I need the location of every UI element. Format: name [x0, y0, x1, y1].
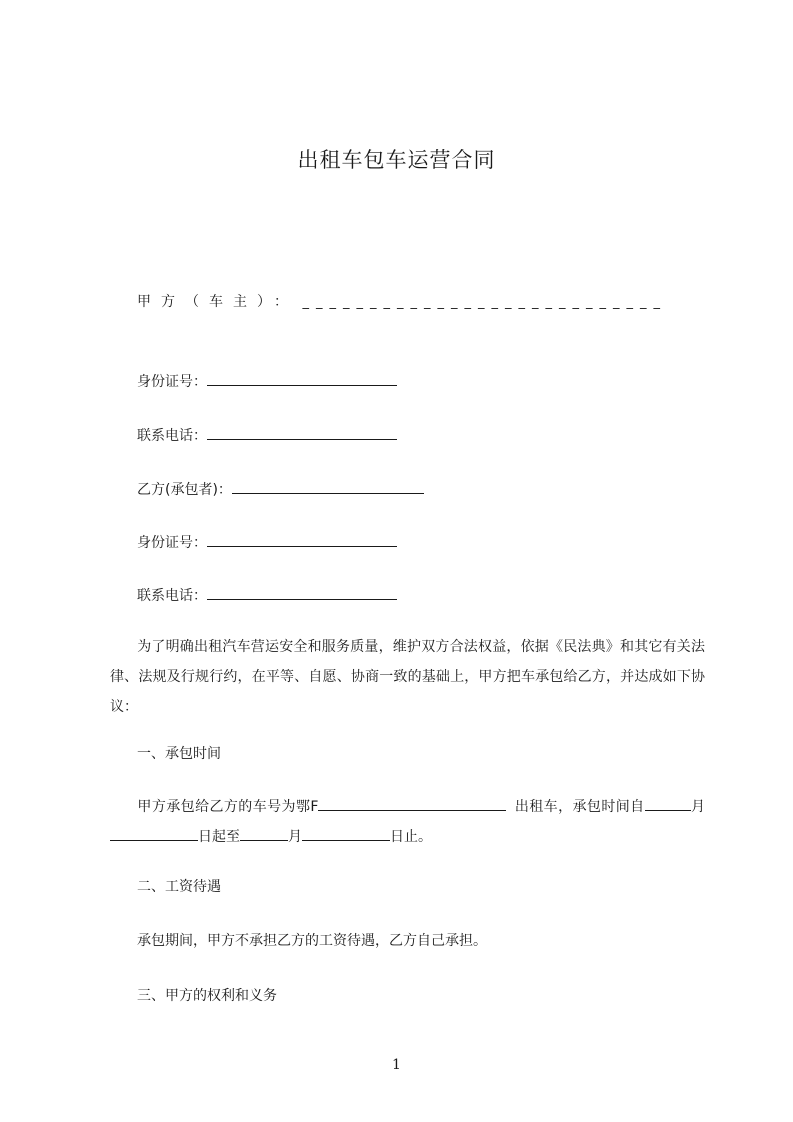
section1-text-part2: 出租车，承包时间自 — [514, 799, 645, 815]
section2-heading: 二、工资待遇 — [137, 879, 221, 895]
party-b-phone-line — [137, 585, 397, 606]
section1-day-start: 日起至 — [198, 829, 240, 845]
party-a-line — [137, 292, 667, 313]
party-b-label: 乙方(承包者)： — [137, 482, 232, 498]
party-a-phone-field[interactable] — [207, 425, 397, 440]
page-number: 1 — [392, 1057, 401, 1073]
party-a-id-field[interactable] — [207, 371, 397, 386]
section1-heading: 一、承包时间 — [137, 746, 221, 762]
section1-month2: 月 — [288, 829, 302, 845]
party-a-phone-line — [137, 425, 397, 446]
section1-text-part1: 甲方承包给乙方的车号为鄂F — [137, 799, 319, 815]
party-b-phone-field[interactable] — [207, 585, 397, 600]
car-number-field[interactable] — [318, 796, 506, 811]
party-b-name-field[interactable] — [232, 479, 424, 494]
party-b-id-label: 身份证号： — [137, 535, 207, 551]
section2-text: 承包期间，甲方不承担乙方的工资待遇，乙方自己承担。 — [137, 933, 487, 949]
section1-day-end: 日止。 — [390, 829, 432, 845]
intro-text: 为了明确出租汽车营运安全和服务质量，维护双方合法权益，依据《民法典》和其它有关法律、法规及行规行约，在平等、自愿、协商一致的基础上，甲方把车承包给乙方，并达成如下协议： — [110, 639, 705, 715]
intro-paragraph — [110, 632, 705, 722]
section3-heading: 三、甲方的权利和义务 — [137, 988, 277, 1004]
party-b-id-field[interactable] — [207, 532, 397, 547]
end-day-field[interactable] — [302, 826, 390, 841]
end-month-field[interactable] — [240, 826, 288, 841]
party-a-phone-label: 联系电话： — [137, 428, 207, 444]
party-a-id-label: 身份证号： — [137, 374, 207, 390]
party-b-line — [137, 479, 424, 500]
party-a-label: 甲方（车主）： — [137, 294, 298, 310]
page-title: 出租车包车运营合同 — [297, 148, 496, 172]
section1-paragraph — [110, 792, 705, 852]
section1-month1: 月 — [690, 799, 705, 815]
party-b-id-line — [137, 532, 397, 553]
party-b-phone-label: 联系电话： — [137, 588, 207, 604]
party-a-blank[interactable]: ___________________________ — [302, 295, 667, 310]
party-a-id-line — [137, 371, 397, 392]
start-year-field[interactable] — [645, 796, 691, 811]
start-day-field[interactable] — [110, 826, 198, 841]
